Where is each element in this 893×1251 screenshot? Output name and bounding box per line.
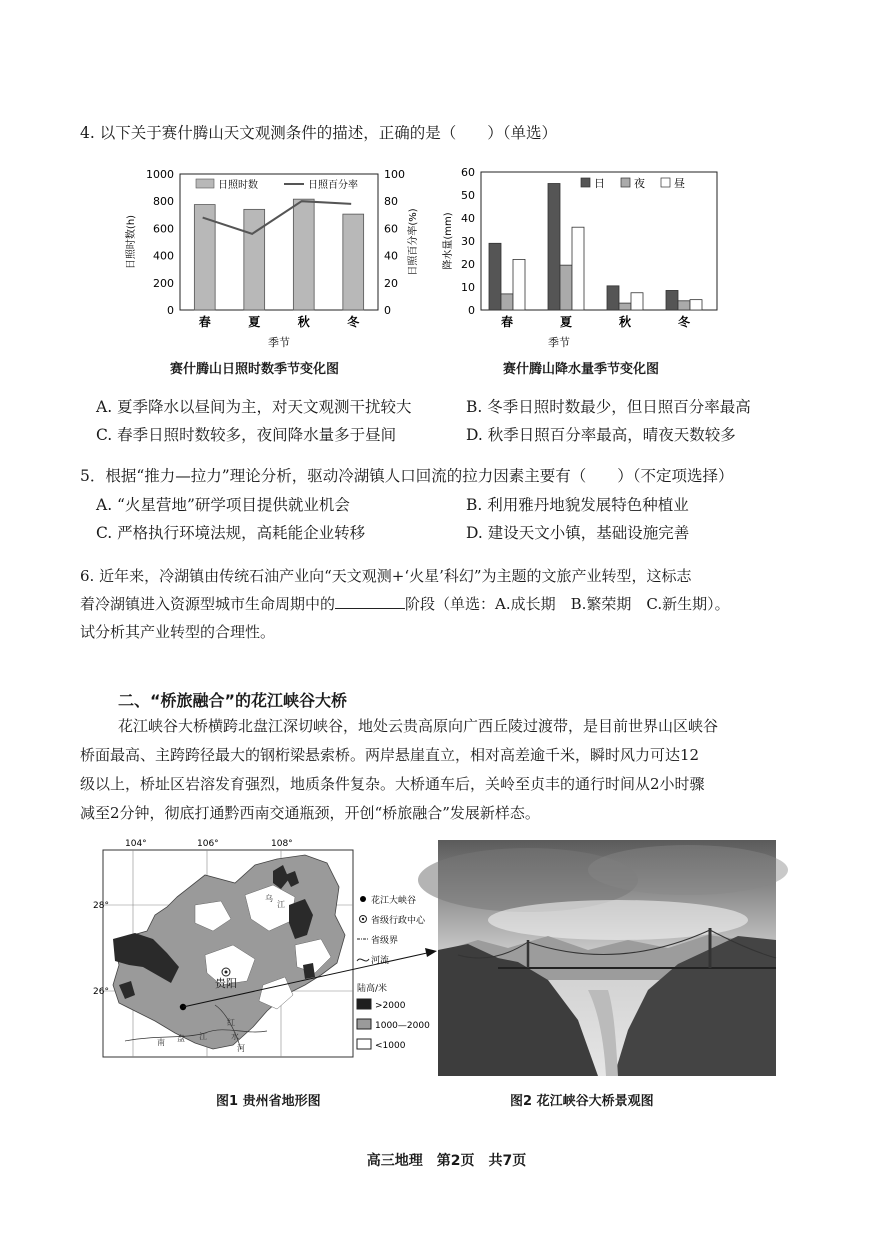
map-legend [357,894,430,1051]
y-right-axis-label: 日照百分率(%) [408,208,419,276]
legend-river: 河流 [371,956,390,966]
bridge-photo [438,840,776,1076]
section2-para-line3: 级以上，桥址区岩溶发育强烈，地质条件复杂。大桥通车后，关岭至贞丰的通行时间从2小时骤 [80,775,705,793]
x-tick-label: 春 [198,315,211,329]
q6-answer-blank[interactable] [335,594,405,609]
q6-line2-start: 着冷湖镇进入资源型城市生命周期中的 [80,595,336,613]
q4-option-c[interactable]: C. 春季日照时数较多，夜间降水量多于昼间 [96,426,397,444]
river-char-2: 盘 [177,1034,185,1043]
legend-swatch [581,178,590,187]
lon-label-108: 108° [271,839,293,849]
bar-precip [678,301,690,310]
x-axis-label: 季节 [548,336,570,349]
q5-option-b[interactable]: B. 利用雅丹地貌发展特色种植业 [466,496,689,514]
y-tick-label: 30 [461,235,475,248]
bar-precip [572,227,584,310]
legend-elev-title: 陆高/米 [357,984,388,994]
x-tick-label: 夏 [248,315,261,329]
bar-precip [690,300,702,310]
q4-option-b[interactable]: B. 冬季日照时数最少，但日照百分率最高 [466,398,751,416]
y-right-tick-label: 80 [384,195,398,209]
y-tick-label: 10 [461,281,475,294]
river-char-4: 红 [227,1018,235,1027]
river-char-6: 河 [237,1044,245,1053]
bar-precip [631,293,643,310]
y-right-tick-label: 100 [384,168,405,181]
guizhou-terrain-map [95,835,440,1065]
legend-label: 日 [594,177,605,190]
legend-border: 省级界 [371,936,399,946]
legend-high: >2000 [375,1001,406,1011]
lat-label-26: 26° [93,987,109,997]
x-tick-label: 秋 [297,315,310,329]
legend-label: 夜 [634,177,645,190]
bar-precip [501,294,513,310]
figure1-caption: 图1 贵州省地形图 [216,1094,321,1109]
legend-label-line: 日照百分率 [308,180,358,191]
q4-option-d[interactable]: D. 秋季日照百分率最高，晴夜天数较多 [466,426,736,444]
bar-precip [489,243,501,310]
bar-precip [619,303,631,310]
precip-chart-title: 赛什腾山降水量季节变化图 [503,362,660,377]
y-tick-label: 50 [461,189,475,202]
x-tick-label: 冬 [677,315,691,329]
section2-para-line1: 花江峡谷大桥横跨北盘江深切峡谷，地处云贵高原向广西丘陵过渡带，是目前世界山区峡谷 [118,717,719,735]
y-tick-label: 1000 [146,168,174,181]
river-char-1: 南 [157,1038,165,1047]
q5-stem: 5．根据“推力—拉力”理论分析，驱动冷湖镇人口回流的拉力因素主要有（ ）（不定项选择） [80,467,734,485]
legend-label: 昼 [674,177,685,190]
river-char-3: 江 [199,1032,207,1041]
x-tick-label: 秋 [618,315,632,329]
section2-para-line2: 桥面最高、主跨跨径最大的钢桁梁悬索桥。两岸悬崖直立，相对高差逾千米，瞬时风力可达12 [80,746,700,764]
legend-swatch [661,178,670,187]
bar-precip [607,286,619,310]
river-char-7: 乌 [265,894,273,903]
q6-line2-end: 阶段（单选：A.成长期 B.繁荣期 C.新生期）。 [405,595,730,613]
bar-precip [513,259,525,310]
x-axis-label: 季节 [268,336,290,349]
bar-precip [548,184,560,311]
y-axis-label: 降水量(mm) [443,212,454,270]
bar-sunshine-hours [244,209,265,310]
y-right-tick-label: 60 [384,222,398,236]
legend-gorge: 花江大峡谷 [371,896,417,906]
q5-option-c[interactable]: C. 严格执行环境法规，高耗能企业转移 [96,524,366,542]
x-tick-label: 冬 [347,315,360,329]
section2-para-line4: 减至2分钟，彻底打通黔西南交通瓶颈，开创“桥旅融合”发展新样态。 [80,804,540,822]
q6-line3: 试分析其产业转型的合理性。 [80,623,276,641]
y-tick-label: 400 [153,249,174,263]
q6-line2 [80,593,730,615]
gorge-arrow-head [425,948,437,957]
lon-label-106: 106° [197,839,219,849]
capital-label: 贵阳 [215,977,237,990]
lat-label-28: 28° [93,901,109,911]
bar-sunshine-hours [293,199,314,310]
y-tick-label: 0 [167,304,174,317]
legend-label-bar: 日照时数 [218,180,258,191]
y-tick-label: 20 [461,258,475,271]
y-tick-label: 200 [153,276,174,290]
section2-title: 二、“桥旅融合”的花江峡谷大桥 [118,691,348,710]
precip-chart [435,158,725,378]
x-tick-label: 春 [500,315,514,329]
y-tick-label: 800 [153,195,174,209]
sunshine-chart-title: 赛什腾山日照时数季节变化图 [170,362,340,377]
q6-line1: 6. 近年来，冷湖镇由传统石油产业向“天文观测+‘火星’科幻”为主题的文旅产业转型，这标志 [80,567,692,585]
q5-option-a[interactable]: A. “火星营地”研学项目提供就业机会 [96,496,350,514]
sunshine-chart [120,158,420,378]
y-tick-label: 600 [153,222,174,236]
lon-label-104: 104° [125,839,147,849]
bar-precip [560,265,572,310]
legend-mid: 1000—2000 [375,1021,430,1031]
legend-capital: 省级行政中心 [371,916,426,926]
page-footer: 高三地理 第2页 共7页 [366,1153,527,1169]
q4-option-a[interactable]: A. 夏季降水以昼间为主，对天文观测干扰较大 [96,398,412,416]
y-tick-label: 0 [468,304,475,317]
q5-option-d[interactable]: D. 建设天文小镇，基础设施完善 [466,524,690,542]
y-right-tick-label: 0 [384,304,391,317]
x-tick-label: 夏 [559,315,573,329]
y-right-tick-label: 20 [384,276,398,290]
bar-sunshine-hours [343,214,364,310]
legend-low: <1000 [375,1041,406,1051]
figure2-caption: 图2 花江峡谷大桥景观图 [510,1094,654,1109]
bar-precip [666,290,678,310]
y-tick-label: 40 [461,212,475,225]
y-right-tick-label: 40 [384,249,398,263]
q4-stem: 4. 以下关于赛什腾山天文观测条件的描述，正确的是（ ）（单选） [80,124,557,142]
river-char-8: 江 [277,900,285,909]
river-char-5: 水 [231,1032,239,1041]
legend-swatch-bar [196,179,214,188]
y-tick-label: 60 [461,166,475,179]
legend-swatch [621,178,630,187]
y-axis-label: 日照时数(h) [126,214,137,270]
